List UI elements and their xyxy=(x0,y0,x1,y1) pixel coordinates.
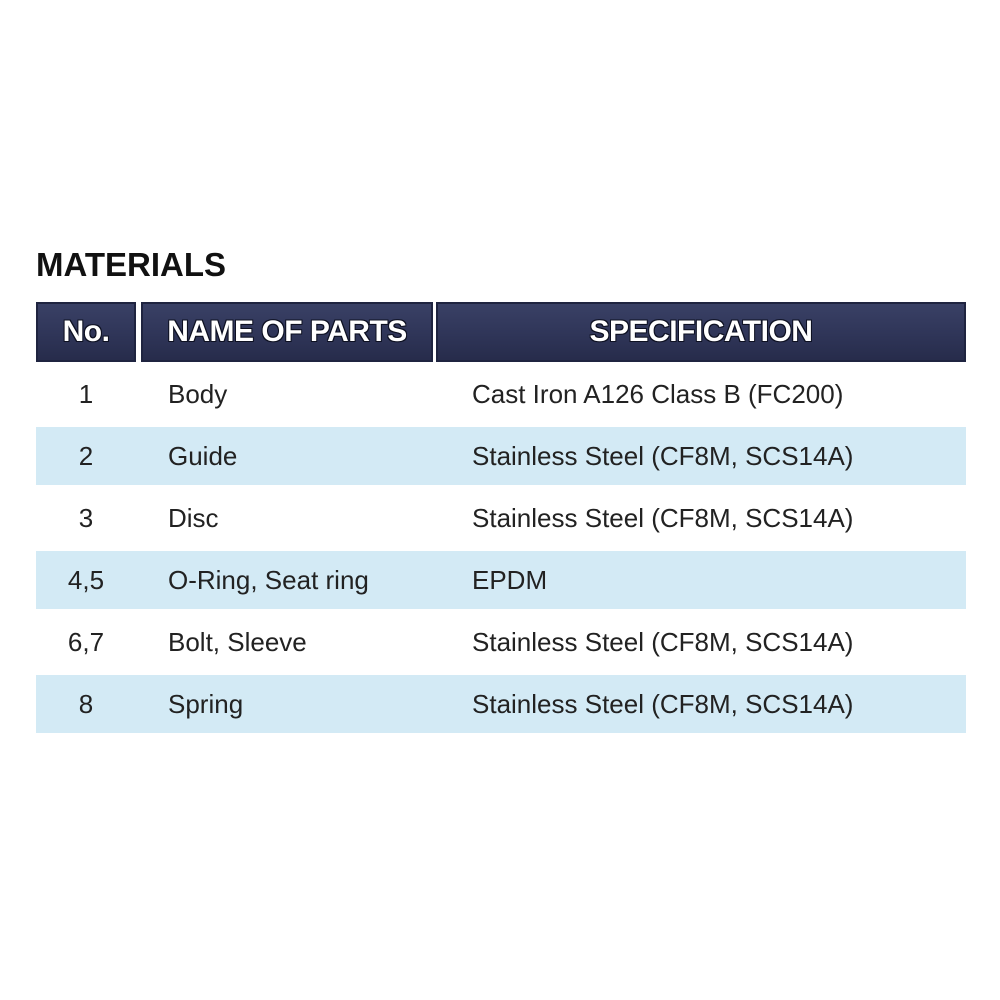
row-specification: EPDM xyxy=(472,564,548,595)
row-part-name: Guide xyxy=(168,440,238,471)
row-part-name: Bolt, Sleeve xyxy=(168,626,307,657)
header-specification: SPECIFICATION xyxy=(436,302,966,362)
row-specification: Stainless Steel (CF8M, SCS14A) xyxy=(472,688,854,719)
header-name-of-parts: NAME OF PARTS xyxy=(141,302,433,362)
row-part-name: Disc xyxy=(168,502,219,533)
row-no: 8 xyxy=(78,688,94,719)
row-no: 6,7 xyxy=(67,626,105,657)
table-row xyxy=(36,427,966,485)
row-specification: Stainless Steel (CF8M, SCS14A) xyxy=(472,502,854,533)
table-header xyxy=(36,302,966,362)
row-specification: Stainless Steel (CF8M, SCS14A) xyxy=(472,626,854,657)
row-part-name: Body xyxy=(168,378,228,409)
row-specification: Stainless Steel (CF8M, SCS14A) xyxy=(472,440,854,471)
row-specification: Cast Iron A126 Class B (FC200) xyxy=(472,378,844,409)
table-row xyxy=(36,489,966,547)
header-no: No. xyxy=(36,302,136,362)
row-no: 1 xyxy=(78,378,94,409)
row-part-name: Spring xyxy=(168,688,244,719)
row-no: 3 xyxy=(78,502,94,533)
row-part-name: O-Ring, Seat ring xyxy=(168,564,369,595)
table-row xyxy=(36,551,966,609)
table-row xyxy=(36,365,966,423)
row-no: 4,5 xyxy=(67,564,105,595)
page-title: MATERIALS xyxy=(36,246,227,283)
row-no: 2 xyxy=(78,440,94,471)
table-row xyxy=(36,675,966,733)
table-row xyxy=(36,613,966,671)
materials-table xyxy=(36,302,966,737)
